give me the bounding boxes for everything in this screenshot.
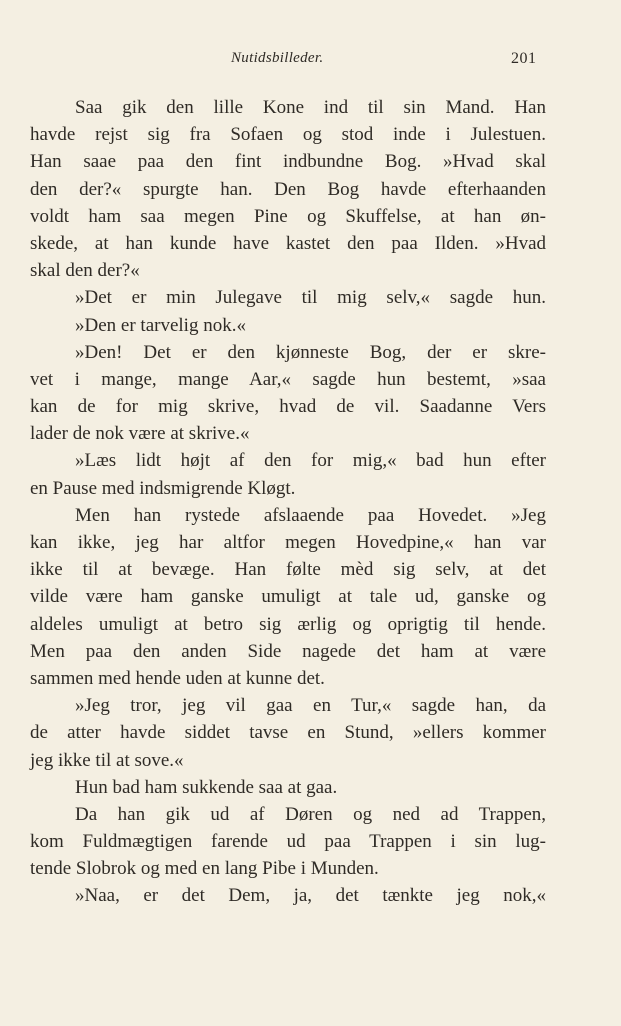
text-line: Han saae paa den fint indbundne Bog. »Hvad skal (30, 151, 546, 173)
text-line: kom Fuldmægtigen farende ud paa Trappen i sin lug- (30, 831, 546, 853)
text-line: »Naa, er det Dem, ja, det tænkte jeg nok,« (75, 885, 546, 907)
text-line: Da han gik ud af Døren og ned ad Trappen, (75, 803, 546, 825)
text-line: ikke til at bevæge. Han følte mèd sig selv, at det (30, 559, 546, 581)
running-title: Nutidsbilleder. (231, 50, 324, 66)
text-line: Men paa den anden Side nagede det ham at være (30, 640, 546, 662)
text-line: »Jeg tror, jeg vil gaa en Tur,« sagde han, da (75, 695, 546, 717)
text-line: kan de for mig skrive, hvad de vil. Saadanne Vers (30, 396, 546, 418)
text-line: »Læs lidt højt af den for mig,« bad hun efter (75, 450, 546, 472)
text-line: jeg ikke til at sove.« (30, 749, 184, 771)
text-line: vilde være ham ganske umuligt at tale ud, ganske og (30, 586, 546, 608)
text-line: voldt ham saa megen Pine og Skuffelse, at han øn- (30, 205, 546, 227)
text-line: den der?« spurgte han. Den Bog havde efterhaanden (30, 178, 546, 200)
text-line: skal den der?« (30, 260, 140, 282)
text-line: sammen med hende uden at kunne det. (30, 667, 325, 689)
text-line: vet i mange, mange Aar,« sagde hun bestemt, »saa (30, 368, 546, 390)
text-line: skede, at han kunde have kastet den paa Ilden. »Hvad (30, 232, 546, 254)
page-header (0, 50, 621, 74)
text-line: »Det er min Julegave til mig selv,« sagde hun. (75, 287, 546, 309)
text-line: aldeles umuligt at betro sig ærlig og oprigtig til hende. (30, 613, 546, 635)
text-line: Saa gik den lille Kone ind til sin Mand. Han (75, 97, 546, 118)
text-line: »Den er tarvelig nok.« (75, 314, 246, 336)
page-number: 201 (511, 50, 537, 67)
body-text (30, 94, 546, 910)
text-line: kan ikke, jeg har altfor megen Hovedpine,« han var (30, 532, 546, 553)
text-line: de atter havde siddet tavse en Stund, »ellers kommer (30, 722, 546, 744)
text-line: Hun bad ham sukkende saa at gaa. (75, 776, 338, 798)
text-line: lader de nok være at skrive.« (30, 423, 250, 445)
text-line: en Pause med indsmigrende Kløgt. (30, 477, 296, 499)
text-line: tende Slobrok og med en lang Pibe i Munden. (30, 858, 379, 880)
text-line: Men han rystede afslaaende paa Hovedet. »Jeg (75, 504, 546, 526)
text-line: havde rejst sig fra Sofaen og stod inde i Julestuen. (30, 124, 546, 146)
text-line: »Den! Det er den kjønneste Bog, der er skre- (75, 341, 546, 363)
